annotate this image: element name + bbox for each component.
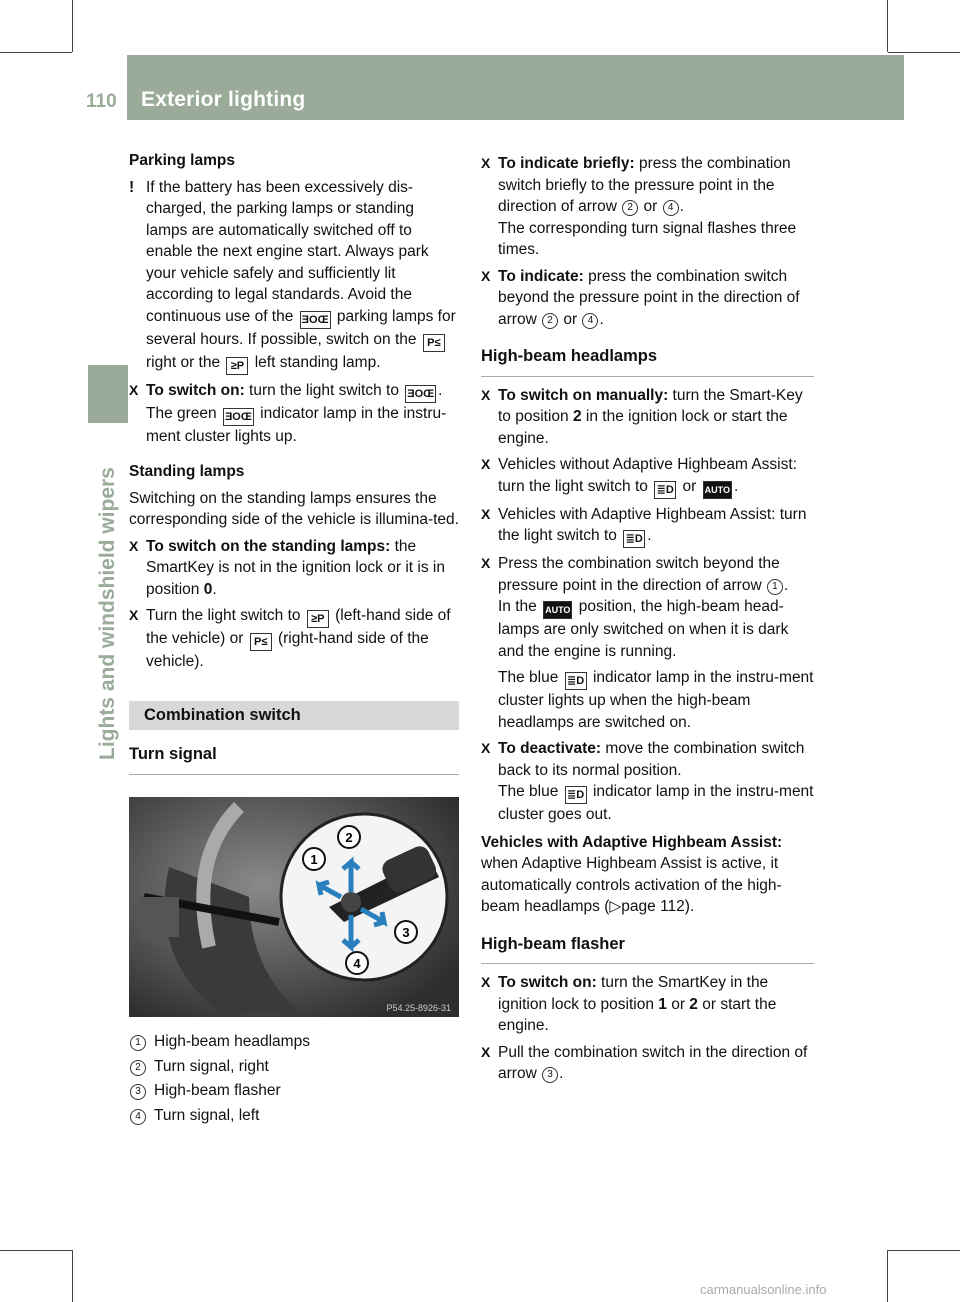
step-icon: X [481, 740, 491, 756]
manual-step: X To switch on manually: turn the Smart-Key to position 2 in the ignition lock or start the engine. [481, 386, 803, 447]
parking-heading: Parking lamps [129, 152, 235, 169]
indicate-briefly-step: X To indicate briefly: press the combination switch briefly to the pressure point in the direction of arrow 2 or 4 . The corresponding turn signal flashes three times. [481, 155, 797, 258]
standing-step-2: X Turn the light switch to ≥P (left-hand side of the vehicle) or P≤ (right-hand side of the vehicle). [129, 607, 451, 670]
legend-item: 4 Turn signal, left [129, 1105, 459, 1127]
turn-signal-heading: Turn signal [129, 744, 459, 775]
crop-mark [0, 52, 72, 53]
header-divider [124, 55, 127, 120]
high-beam-heading: High-beam headlamps [481, 346, 814, 377]
auto-icon: AUTO [703, 481, 732, 499]
parking-lamp-icon: ƎOŒ [405, 385, 436, 403]
side-tab [88, 365, 128, 423]
combination-switch-heading: Combination switch [129, 701, 459, 731]
section-title: Exterior lighting [141, 88, 306, 111]
flasher-switch-step: X To switch on: turn the SmartKey in the ignition lock to position 1 or 2 or start the engine. [481, 974, 777, 1034]
adaptive-note: Vehicles with Adaptive Highbeam Assist: when Adaptive Highbeam Assist is active, it automatically controls activation of the high-beam headlamps (▷page 112). [481, 833, 783, 915]
left-standing-lamp-icon: ≥P [307, 610, 329, 628]
auto-icon: AUTO [543, 601, 572, 619]
low-beam-icon: ≣D [654, 481, 676, 499]
pull-step: X Pull the combination switch in the direction of arrow 3 . [481, 1043, 808, 1082]
callout-3: 3 [402, 924, 410, 940]
crop-mark [888, 1250, 960, 1251]
legend-item: 1 High-beam headlamps [129, 1031, 459, 1053]
step-icon: X [481, 386, 491, 403]
right-column [481, 150, 814, 1085]
right-standing-lamp-icon: P≤ [423, 334, 445, 352]
with-adaptive-step: X Vehicles with Adaptive Highbeam Assist: turn the light switch to ≣D . [481, 504, 814, 549]
callout-2: 2 [345, 829, 353, 845]
step-icon: X [129, 607, 139, 623]
step-icon: X [481, 974, 491, 990]
step-icon: X [481, 155, 491, 171]
step-icon: X [481, 267, 491, 284]
crop-mark [887, 1250, 888, 1302]
parking-switch-step: X To switch on: turn the light switch to ƎOŒ . The green ƎOŒ indicator lamp in the instru-ment cluster lights up. [129, 381, 447, 445]
legend-item: 3 High-beam flasher [129, 1080, 459, 1102]
step-icon: X [129, 381, 139, 398]
standing-text: Switching on the standing lamps ensures the corresponding side of the vehicle is illumina-ted. [129, 489, 459, 528]
callout-1: 1 [310, 851, 318, 867]
parking-lamp-icon: ƎOŒ [223, 408, 254, 426]
crop-mark [72, 0, 73, 52]
step-icon: X [129, 537, 139, 554]
combination-switch-figure [129, 797, 459, 1017]
high-beam-flasher-heading: High-beam flasher [481, 934, 814, 965]
figure-legend [129, 1031, 459, 1126]
low-beam-icon: ≣D [623, 530, 645, 548]
figure-code: P54.25-8926-31 [386, 1002, 451, 1013]
deactivate-step: X To deactivate: move the combination switch back to its normal position. The blue ≣D indicator lamp in the instru-ment cluster goes out. [481, 740, 814, 823]
legend-item: 2 Turn signal, right [129, 1056, 459, 1078]
chapter-label: Lights and windshield wipers [96, 467, 119, 760]
left-column [129, 150, 459, 1126]
parking-lamp-icon: ƎOŒ [300, 311, 331, 329]
without-adaptive-step: X Vehicles without Adaptive Highbeam Assist: turn the light switch to ≣D or AUTO . [481, 454, 814, 499]
indicate-step: X To indicate: press the combination switch beyond the pressure point in the direction of arrow 2 or 4 . [481, 267, 800, 328]
step-icon: X [481, 456, 491, 472]
standing-step-1: X To switch on the standing lamps: the SmartKey is not in the ignition lock or it is in position 0. [129, 537, 445, 598]
standing-heading: Standing lamps [129, 463, 245, 480]
crop-mark [887, 0, 888, 52]
crop-mark [888, 52, 960, 53]
callout-4: 4 [353, 955, 361, 971]
right-standing-lamp-icon: P≤ [250, 633, 272, 651]
page-ref-arrow-icon: ▷ [609, 898, 622, 915]
high-beam-icon: ≣D [565, 672, 587, 690]
step-icon: X [481, 1043, 491, 1060]
warning-icon: ! [129, 178, 135, 196]
step-icon: X [481, 555, 491, 571]
watermark: carmanualsonline.info [700, 1282, 827, 1297]
high-beam-icon: ≣D [565, 786, 587, 804]
step-icon: X [481, 505, 491, 522]
left-standing-lamp-icon: ≥P [226, 357, 248, 375]
page-number: 110 [86, 91, 117, 112]
parking-warning: ! If the battery has been excessively dis-charged, the parking lamps or standing lamps are automatically switched off to enable the next engine start. Always park your vehicle safely and sufficiently lit according to legal standards. Avoid the continuous use of the ƎOŒ parking lamps for several hours. If possible, switch on the P≤ right or the ≥P left standing lamp. [129, 177, 459, 375]
press-step: X Press the combination switch beyond the pressure point in the direction of arrow 1 . In the AUTO position, the high-beam head-lamps are only switched on when it is dark and the engine is running. The blue ≣D indicator lamp in the instru-ment cluster lights up when the high-beam headlamps are switched on. [481, 555, 814, 731]
crop-mark [72, 1250, 73, 1302]
crop-mark [0, 1250, 72, 1251]
